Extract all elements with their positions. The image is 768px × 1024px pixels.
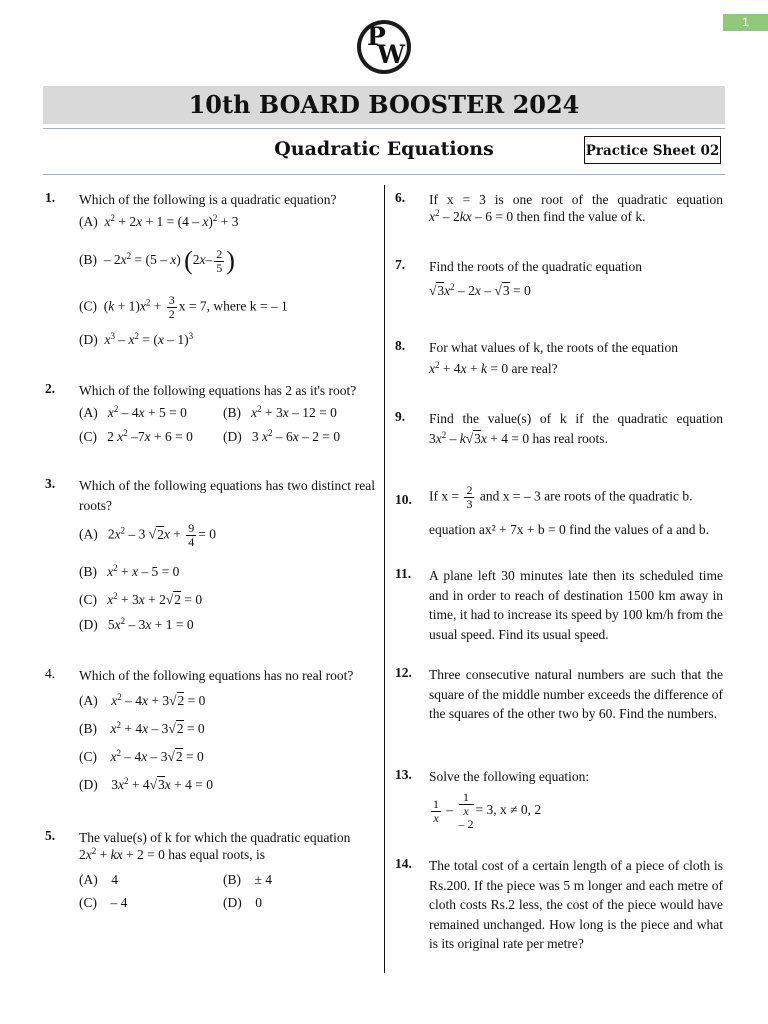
option-c: (C) 2 $x^2$ –7x + 6 = 0 xyxy=(79,428,193,444)
option-d: (D) 0 xyxy=(223,895,262,910)
option-c: (C) $(k + 1)x^2$ + $\frac{3}{2}$ x = 7, where k = – 1 xyxy=(79,293,288,321)
pw-logo: P W xyxy=(357,20,411,74)
page-number: 1 xyxy=(723,14,768,31)
equation: $\frac{1}{x}$ – 1 x – 2 = 3, x ≠ 0, 2 xyxy=(433,790,542,831)
question-text: If x = $\frac{2}{3}$ and x = – 3 are roots of the quadratic b. xyxy=(429,483,693,511)
practice-sheet-label: Practice Sheet 02 xyxy=(584,136,721,164)
option-c: (C) – 4 xyxy=(79,895,128,910)
question-number: 5. xyxy=(45,828,56,843)
question-text: A plane left 30 minutes late then its scheduled time and in order to reach of destination 1500 km away in time, it had to increase its speed by 100 km/h from the usual speed. Find its usual speed. xyxy=(429,568,723,642)
option-b: $(B) - 2x^2 = (5 - x)$ (2x– $\frac{2}{5}$ ) xyxy=(79,246,235,275)
question-text: For what values of k, the roots of the equation xyxy=(429,340,678,355)
question-number: 12. xyxy=(395,665,412,680)
option-a: (A) $x^2 + 2x + 1 = (4 - x)^2 + 3$ xyxy=(79,213,239,229)
header-rule xyxy=(43,128,725,129)
option-a: (A) $x^2 - 4x + 5 = 0$ xyxy=(79,404,187,420)
option-b: (B) $x^2 + x - 5 = 0$ xyxy=(79,563,180,579)
question-text: Find the roots of the quadratic equation xyxy=(429,259,642,274)
question-number: 10. xyxy=(395,492,412,507)
question-number: 7. xyxy=(395,257,406,272)
question-text: The value(s) of k for which the quadratic equation xyxy=(79,830,351,845)
option-b: (B) $x^2 + 4x - 3√2 = 0$ xyxy=(79,720,205,736)
option-a: (A) $2x^2 - 3$ √2x + $\frac{9}{4}$ = 0 xyxy=(79,521,217,549)
question-text: Solve the following equation: xyxy=(429,769,590,784)
option-a: (A) 4 xyxy=(79,872,118,887)
question-text: Which of the following equations has 2 as it's root? xyxy=(79,383,357,398)
option-d: (D) $3x^2 + 4√3x + 4 = 0$ xyxy=(79,776,214,792)
question-text: Which of the following equations has two distinct real roots? xyxy=(79,478,375,513)
question-number: 8. xyxy=(395,338,406,353)
page-title: 10th BOARD BOOSTER 2024 xyxy=(43,86,725,124)
question-number: 11. xyxy=(395,566,412,581)
question-number: 4. xyxy=(45,666,56,681)
question-number: 9. xyxy=(395,409,406,424)
option-d: (D) 3 $x^2 - 6x - 2 = 0$ xyxy=(223,428,341,444)
question-text: Find the value(s) of k if the quadratic equation xyxy=(429,411,723,426)
question-number: 13. xyxy=(395,767,412,782)
question-text: Three consecutive natural numbers are such that the square of the middle number exceeds the difference of the squares of the other two by 60. Find the numbers. xyxy=(429,667,723,721)
question-number: 6. xyxy=(395,190,406,205)
option-c: (C) $x^2 + 3x + 2√2 = 0$ xyxy=(79,591,203,607)
question-number: 3. xyxy=(45,476,56,491)
question-number: 14. xyxy=(395,856,412,871)
option-c: (C) $x^2 - 4x - 3√2 = 0$ xyxy=(79,748,204,764)
question-text-line2: $x^2 + 4x + k = 0$ are real? xyxy=(429,360,558,376)
column-divider xyxy=(384,185,385,973)
question-text-line2: $2x^2$ + kx + 2 = 0 has equal roots, is xyxy=(79,846,265,862)
question-text-line2: $3x^2 - k√3x + 4 = 0$ has real roots. xyxy=(429,430,608,446)
subject-title: Quadratic Equations xyxy=(274,138,494,160)
header-rule-bottom xyxy=(43,174,725,175)
question-text: If x = 3 is one root of the quadratic equation xyxy=(429,192,723,207)
question-text: The total cost of a certain length of a piece of cloth is Rs.200. If the piece was 5 m longer and each metre of cloth costs Rs.2 less, the cost of the piece would have remained unchanged. How long is the piece and what is its original rate per metre? xyxy=(429,858,723,951)
option-b: (B) ± 4 xyxy=(223,872,273,887)
option-b: (B) $x^2 + 3x - 12 = 0$ xyxy=(223,404,337,420)
question-text-line2: $x^2 - 2kx - 6 = 0$ then find the value of k. xyxy=(429,208,646,224)
equation: $√3x^2 - 2x - √3 = 0$ xyxy=(429,282,531,298)
option-d: (D) $x^3 - x^2 = (x - 1)^3$ xyxy=(79,331,194,347)
question-number: 2. xyxy=(45,381,56,396)
option-a: (A) $x^2 - 4x + 3√2 = 0$ xyxy=(79,692,206,708)
question-text: Which of the following equations has no real root? xyxy=(79,668,354,683)
question-text-line2: equation ax² + 7x + b = 0 find the values of a and b. xyxy=(429,522,709,537)
question-number: 1. xyxy=(45,190,56,205)
option-d: (D) $5x^2 - 3x + 1 = 0$ xyxy=(79,616,194,632)
question-text: Which of the following is a quadratic equation? xyxy=(79,192,337,207)
